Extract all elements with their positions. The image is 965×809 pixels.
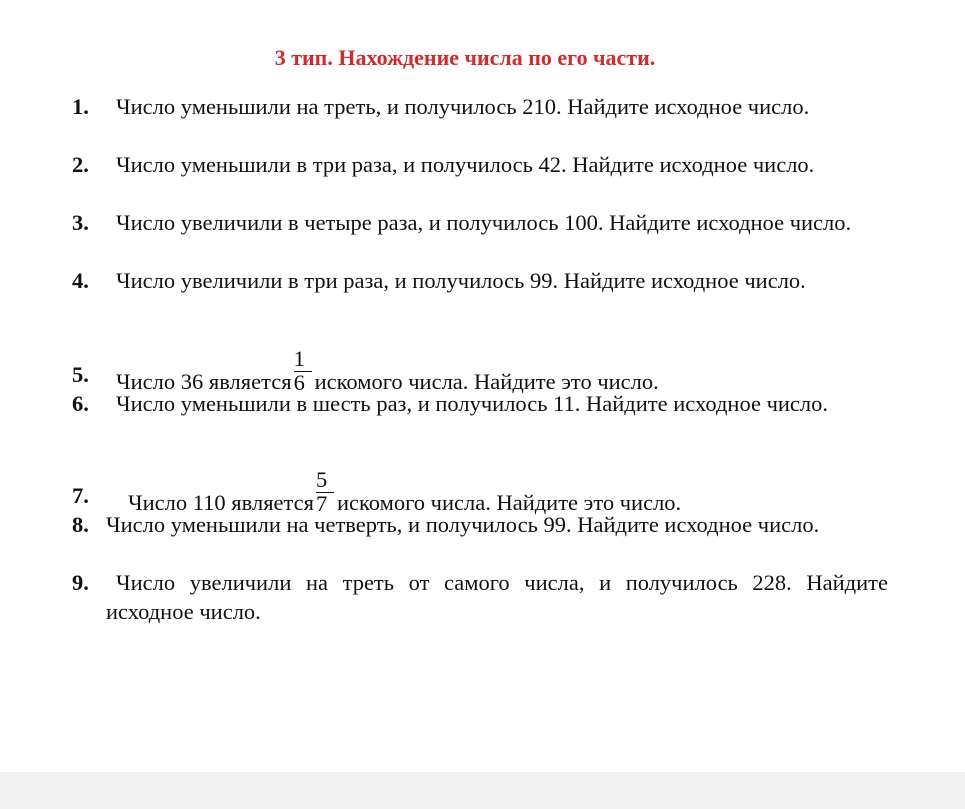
- list-item: [72, 266, 888, 295]
- fraction-denominator: 6: [293, 370, 305, 395]
- item-number: 2.: [72, 152, 89, 177]
- item-text: Число уменьшили в три раза, и получилось 42. Найдите исходное число.: [116, 152, 815, 177]
- fraction-denominator: 7: [315, 491, 328, 516]
- list-item: [72, 208, 888, 237]
- list-item: [72, 92, 888, 121]
- item-number: 3.: [72, 210, 89, 235]
- fraction: [293, 346, 312, 395]
- item-number: 8.: [72, 512, 89, 537]
- fraction: [315, 467, 334, 516]
- item-text: Число уменьшили на четверть, и получилось 99. Найдите исходное число.: [106, 512, 820, 537]
- page-title: 3 тип. Нахождение числа по его части.: [274, 45, 656, 70]
- item-text: Число увеличили в три раза, и получилось 99. Найдите исходное число.: [116, 268, 806, 293]
- item-text-before: Число 36 является: [116, 369, 292, 394]
- fraction-numerator: 1: [293, 346, 305, 371]
- item-text: Число увеличили на треть от самого числа, и получилось 228. Найдите исходное число.: [106, 570, 888, 624]
- item-number: 7.: [72, 483, 89, 508]
- item-text-after: искомого числа. Найдите это число.: [336, 490, 682, 515]
- item-text: Число увеличили в четыре раза, и получилось 100. Найдите исходное число.: [116, 210, 852, 235]
- viewer-bottom-bar: [0, 772, 965, 809]
- list-item: [72, 510, 888, 539]
- list-item: [72, 150, 888, 179]
- item-number: 5.: [72, 362, 89, 387]
- item-text: Число уменьшили в шесть раз, и получилось 11. Найдите исходное число.: [116, 391, 829, 416]
- item-number: 6.: [72, 391, 89, 416]
- list-item: [72, 389, 888, 418]
- item-text: Число уменьшили на треть, и получилось 210. Найдите исходное число.: [116, 94, 810, 119]
- item-text-before: Число 110 является: [128, 490, 314, 515]
- list-item: [72, 568, 888, 626]
- item-number: 4.: [72, 268, 89, 293]
- item-number: 1.: [72, 94, 89, 119]
- item-text-after: искомого числа. Найдите это число.: [314, 369, 659, 394]
- item-number: 9.: [72, 570, 89, 595]
- fraction-numerator: 5: [315, 467, 328, 492]
